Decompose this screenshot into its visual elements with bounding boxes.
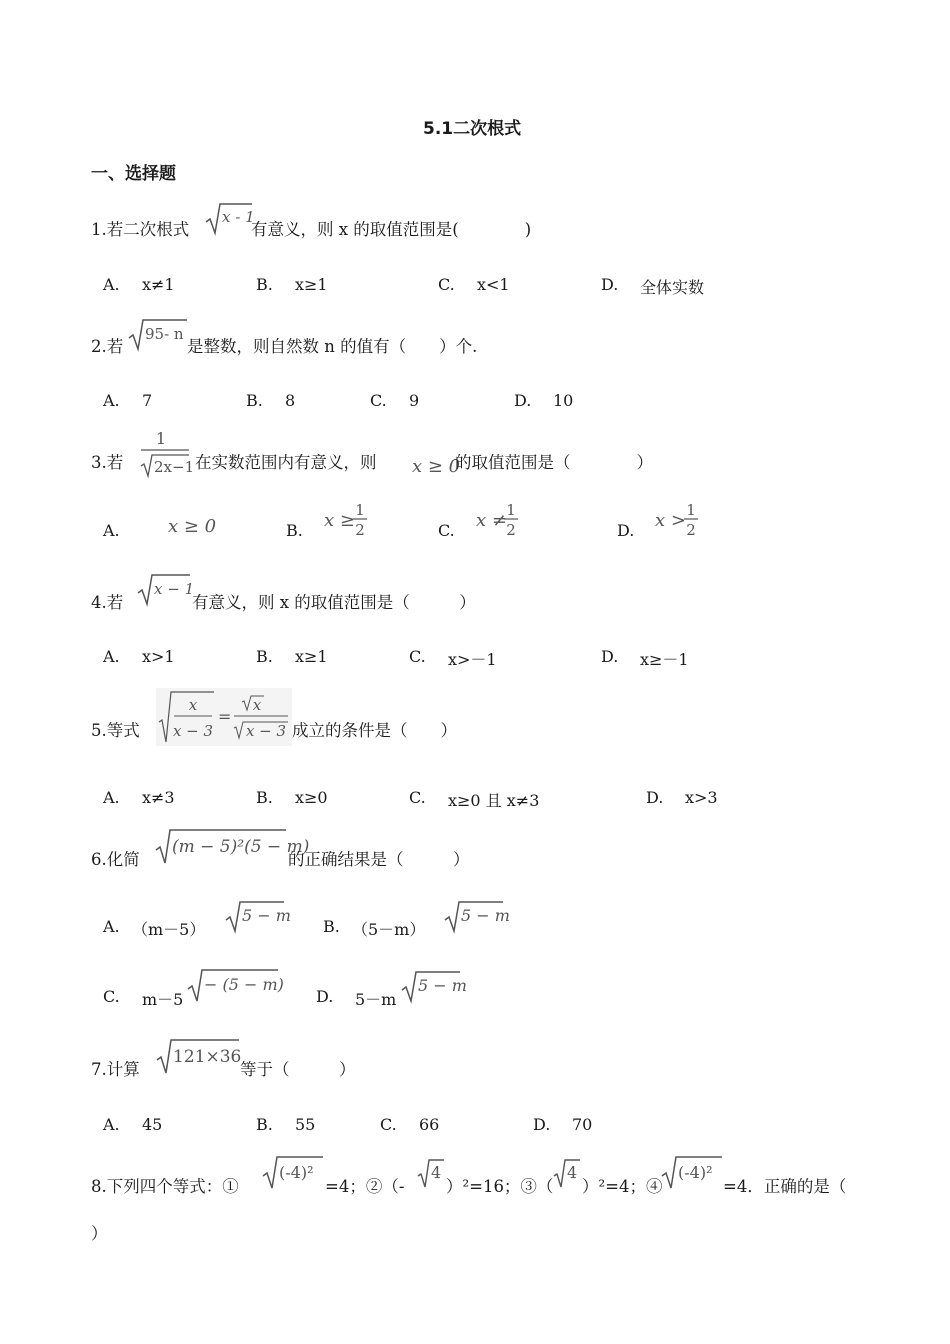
option-letter: C. xyxy=(438,275,455,294)
svg-text:4: 4 xyxy=(431,1163,442,1182)
option-text: x≥－1 xyxy=(640,650,689,669)
option-text: x>3 xyxy=(685,788,718,807)
sqrt-formula-icon xyxy=(204,200,254,236)
question-5-stem-after: 成立的条件是（ ） xyxy=(292,721,457,740)
option-letter: D. xyxy=(514,391,532,410)
question-6-stem-after: 的正确结果是（ ） xyxy=(288,850,470,869)
svg-text:1: 1 xyxy=(506,501,516,519)
option-text: 7 xyxy=(142,391,153,410)
question-6-stem-before: 6.化简 xyxy=(91,850,140,869)
option-letter: B. xyxy=(256,647,273,666)
option-text: x≠3 xyxy=(142,788,175,807)
option-text: 66 xyxy=(419,1115,440,1134)
option-letter: D. xyxy=(316,987,334,1006)
option-letter: B. xyxy=(246,391,263,410)
option-text: 5－m xyxy=(355,990,397,1009)
svg-text:x − 3: x − 3 xyxy=(245,722,287,740)
question-7-stem-after: 等于（ ） xyxy=(240,1060,356,1079)
inline-formula: x ≥ 0 xyxy=(412,456,461,477)
question-1-stem-after: 有意义，则 x 的取值范围是( ) xyxy=(251,220,532,239)
option-letter: B. xyxy=(256,1115,273,1134)
option-letter: A. xyxy=(103,1115,120,1134)
question-4-stem-before: 4.若 xyxy=(91,593,124,612)
question-8-text-6: ） xyxy=(91,1224,108,1243)
option-text: x≥0 且 x≠3 xyxy=(448,791,540,810)
sqrt-formula-icon xyxy=(127,316,189,352)
option-text: x>1 xyxy=(142,647,175,666)
svg-text:=: = xyxy=(218,707,232,726)
svg-text:4: 4 xyxy=(567,1163,578,1182)
svg-text:(-4)²: (-4)² xyxy=(279,1163,314,1182)
svg-text:5 − m: 5 − m xyxy=(461,906,510,925)
question-2-stem-before: 2.若 xyxy=(91,337,124,356)
sqrt-formula-icon xyxy=(154,826,310,866)
svg-text:x: x xyxy=(252,696,262,714)
question-3-stem-after: 的取值范围是（ ） xyxy=(455,453,653,472)
option-letter: D. xyxy=(601,275,619,294)
option-letter: A. xyxy=(103,917,120,936)
option-letter: C. xyxy=(103,987,120,1006)
sqrt-formula-icon xyxy=(224,898,291,934)
option-text: x≥0 xyxy=(295,788,328,807)
sqrt-formula-icon xyxy=(155,1036,241,1076)
sqrt-formula-icon xyxy=(443,898,510,934)
question-1-stem-before: 1.若二次根式 xyxy=(91,220,190,239)
option-text: （m－5） xyxy=(132,920,206,939)
formula-text: 121×36 xyxy=(173,1047,242,1067)
option-text: x > xyxy=(655,510,686,531)
option-letter: A. xyxy=(103,647,120,666)
svg-text:1: 1 xyxy=(686,501,696,519)
question-3-stem-mid: 在实数范围内有意义，则 xyxy=(195,453,377,472)
svg-text:1: 1 xyxy=(355,501,365,519)
svg-text:2: 2 xyxy=(355,521,365,539)
option-letter: D. xyxy=(617,521,635,540)
option-text: x ≥ 0 xyxy=(168,516,217,537)
sqrt-formula-icon xyxy=(400,968,467,1004)
page-title: 5.1二次根式 xyxy=(423,119,522,139)
option-text: x≥1 xyxy=(295,275,328,294)
question-7-stem-before: 7.计算 xyxy=(91,1060,140,1079)
svg-text:2: 2 xyxy=(686,521,696,539)
fraction-icon xyxy=(503,500,519,538)
fraction-icon xyxy=(352,500,368,538)
formula-text: x - 1 xyxy=(222,208,255,226)
option-text: x ≥ xyxy=(324,510,355,531)
formula-text: x − 1 xyxy=(154,580,195,598)
fraction-denominator: 2x−1 xyxy=(154,458,195,476)
option-letter: B. xyxy=(286,521,303,540)
sqrt-formula-icon xyxy=(261,1153,325,1191)
svg-text:− (5 − m): − (5 − m) xyxy=(204,975,284,994)
option-letter: C. xyxy=(409,647,426,666)
svg-text:(-4)²: (-4)² xyxy=(678,1163,713,1182)
section-heading: 一、选择题 xyxy=(91,164,176,184)
question-8-text-3: ）²=16；③（ xyxy=(446,1177,554,1196)
formula-text: (m − 5)²(5 − m) xyxy=(172,837,310,857)
option-text: 8 xyxy=(285,391,296,410)
svg-text:x: x xyxy=(188,696,198,714)
option-letter: C. xyxy=(370,391,387,410)
equation-formula-icon xyxy=(156,688,292,746)
question-8-text-2: =4；②（- xyxy=(325,1177,405,1196)
sqrt-formula-icon xyxy=(660,1153,724,1191)
option-letter: C. xyxy=(380,1115,397,1134)
svg-text:2: 2 xyxy=(506,521,516,539)
option-letter: A. xyxy=(103,275,120,294)
option-letter: B. xyxy=(256,275,273,294)
fraction-numerator: 1 xyxy=(155,429,167,448)
svg-text:5 − m: 5 − m xyxy=(242,906,291,925)
fraction-sqrt-icon xyxy=(137,426,193,482)
option-letter: D. xyxy=(601,647,619,666)
option-text: 10 xyxy=(553,391,574,410)
option-letter: B. xyxy=(256,788,273,807)
option-letter: D. xyxy=(533,1115,551,1134)
option-text: x>－1 xyxy=(448,650,497,669)
option-text: 全体实数 xyxy=(640,278,705,297)
question-2-stem-after: 是整数，则自然数 n 的值有（ ）个. xyxy=(187,337,478,356)
sqrt-formula-icon xyxy=(416,1156,446,1190)
option-text: 45 xyxy=(142,1115,163,1134)
svg-text:x − 3: x − 3 xyxy=(172,722,214,740)
sqrt-formula-icon xyxy=(186,966,284,1004)
sqrt-formula-icon xyxy=(552,1156,582,1190)
option-text: x ≠ xyxy=(476,510,507,531)
option-text: 9 xyxy=(409,391,420,410)
option-letter: C. xyxy=(438,521,455,540)
question-4-stem-after: 有意义，则 x 的取值范围是（ ） xyxy=(192,593,476,612)
sqrt-formula-icon xyxy=(136,571,195,607)
option-letter: D. xyxy=(646,788,664,807)
option-letter: A. xyxy=(103,391,120,410)
question-8-text-1: 8.下列四个等式：① xyxy=(91,1177,239,1196)
fraction-icon xyxy=(683,500,699,538)
option-letter: C. xyxy=(409,788,426,807)
option-text: （5－m） xyxy=(352,920,426,939)
option-text: m－5 xyxy=(142,990,184,1009)
option-text: 55 xyxy=(295,1115,316,1134)
option-letter: A. xyxy=(103,788,120,807)
question-8-text-4: ）²=4；④ xyxy=(582,1177,663,1196)
question-3-stem-before: 3.若 xyxy=(91,453,124,472)
question-5-stem-before: 5.等式 xyxy=(91,721,140,740)
svg-text:5 − m: 5 − m xyxy=(418,976,467,995)
option-letter: B. xyxy=(323,917,340,936)
option-text: x≥1 xyxy=(295,647,328,666)
option-text: 70 xyxy=(572,1115,593,1134)
option-letter: A. xyxy=(103,521,120,540)
option-text: x<1 xyxy=(477,275,510,294)
option-text: x≠1 xyxy=(142,275,175,294)
question-8-text-5: =4．正确的是（ xyxy=(723,1177,847,1196)
formula-text: 95- n xyxy=(145,325,184,343)
